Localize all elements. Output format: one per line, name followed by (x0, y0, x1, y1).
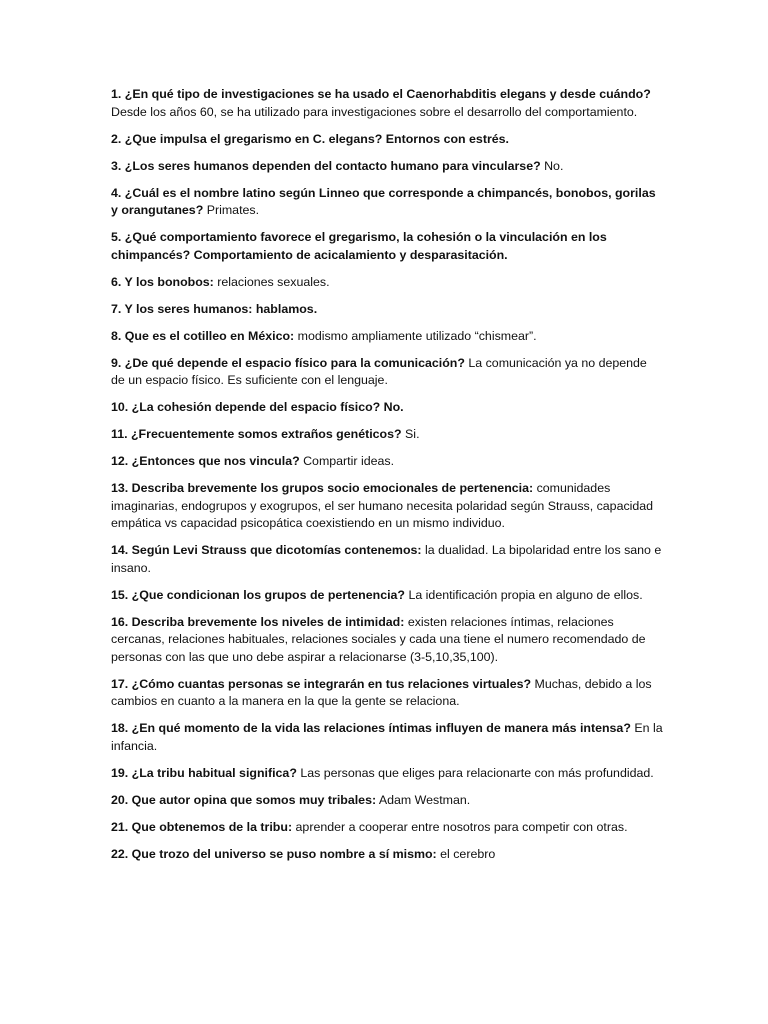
question-17-text: 17. ¿Cómo cuantas personas se integrarán en tus relaciones virtuales? (111, 676, 532, 691)
question-21-text: 21. Que obtenemos de la tribu: (111, 819, 293, 834)
answer-3-text: No. (544, 158, 564, 173)
document-page (111, 86, 663, 873)
question-22-text: 22. Que trozo del universo se puso nombre a sí mismo: (111, 846, 437, 861)
question-7-text: 7. Y los seres humanos: hablamos. (111, 301, 318, 316)
question-12-text: 12. ¿Entonces que nos vincula? (111, 454, 300, 468)
answer-16-text: existen relaciones íntimas, relaciones cercanas, relaciones habituales, relaciones sociales y cada una tiene el numero recomendado de personas con las que uno debe aspirar a relacionarse (3-5,10,35,100). (111, 614, 646, 664)
question-6-text: 6. Y los bonobos: (111, 274, 214, 289)
question-8 (111, 328, 663, 346)
answer-15-text: La identificación propia en alguno de ellos. (408, 587, 643, 602)
question-6 (111, 274, 663, 292)
question-8-text: 8. Que es el cotilleo en México: (111, 328, 295, 343)
question-4 (111, 185, 663, 220)
question-2-text: 2. ¿Que impulsa el gregarismo en C. elegans? Entornos con estrés. (111, 131, 509, 146)
question-16-text: 16. Describa brevemente los niveles de intimidad: (111, 614, 405, 629)
question-5-text: 5. ¿Qué comportamiento favorece el gregarismo, la cohesión o la vinculación en los chimpancés? Comportamiento de acicalamiento y desparasitación. (111, 230, 607, 262)
question-21 (111, 819, 663, 837)
answer-18-text: En la infancia. (111, 721, 663, 753)
question-9 (111, 355, 663, 390)
question-22 (111, 846, 663, 864)
question-18-text: 18. ¿En qué momento de la vida las relaciones íntimas influyen de manera más intensa? (111, 721, 631, 735)
question-14-text: 14. Según Levi Strauss que dicotomías contenemos: (111, 543, 422, 557)
answer-19-text: Las personas que eliges para relacionarte con más profundidad. (300, 765, 654, 780)
question-1-text: 1. ¿En qué tipo de investigaciones se ha usado el Caenorhabditis elegans y desde cuándo? (111, 87, 651, 101)
question-19 (111, 765, 663, 783)
answer-20-text: Adam Westman. (378, 792, 471, 807)
answer-6-text: relaciones sexuales. (217, 274, 330, 289)
question-9-text: 9. ¿De qué depende el espacio físico para la comunicación? (111, 355, 465, 370)
question-5 (111, 229, 663, 264)
question-1 (111, 86, 663, 121)
answer-12-text: Compartir ideas. (303, 454, 395, 468)
question-10-text: 10. ¿La cohesión depende del espacio físico? No. (111, 400, 404, 414)
answer-22-text: el cerebro (440, 846, 496, 861)
question-4-text: 4. ¿Cuál es el nombre latino según Linneo que corresponde a chimpancés, bonobos, gorilas y orangutanes? (111, 185, 656, 217)
answer-14-text: la dualidad. La bipolaridad entre los sano e insano. (111, 543, 662, 575)
question-20-text: 20. Que autor opina que somos muy tribales: (111, 792, 377, 807)
answer-13-text: comunidades imaginarias, endogrupos y exogrupos, el ser humano necesita polaridad según Strauss, capacidad empática vs capacidad psicopática coexistiendo en un mismo individuo. (111, 481, 654, 530)
question-12 (111, 453, 663, 471)
answer-17-text: Muchas, debido a los cambios en cuanto a la manera en la que la gente se relaciona. (111, 676, 652, 708)
answer-11-text: Si. (405, 427, 420, 441)
question-15-text: 15. ¿Que condicionan los grupos de pertenencia? (111, 587, 405, 602)
question-7 (111, 301, 663, 319)
question-18 (111, 720, 663, 755)
question-15 (111, 587, 663, 605)
question-19-text: 19. ¿La tribu habitual significa? (111, 765, 297, 780)
question-2 (111, 131, 663, 149)
answer-1-text: Desde los años 60, se ha utilizado para investigaciones sobre el desarrollo del comportamiento. (111, 104, 638, 119)
question-20 (111, 792, 663, 810)
answer-21-text: aprender a cooperar entre nosotros para competir con otras. (295, 819, 628, 834)
question-11 (111, 426, 663, 444)
question-10 (111, 399, 663, 417)
question-13-text: 13. Describa brevemente los grupos socio emocionales de pertenencia: (111, 481, 534, 495)
question-14 (111, 542, 663, 577)
answer-4-text: Primates. (206, 203, 260, 217)
question-13 (111, 480, 663, 533)
question-17 (111, 676, 663, 711)
question-3-text: 3. ¿Los seres humanos dependen del contacto humano para vincularse? (111, 158, 541, 173)
question-11-text: 11. ¿Frecuentemente somos extraños genéticos? (111, 427, 402, 441)
answer-9-text: La comunicación ya no depende de un espacio físico. Es suficiente con el lenguaje. (111, 355, 647, 387)
question-3 (111, 158, 663, 176)
answer-8-text: modismo ampliamente utilizado “chismear”. (297, 328, 537, 343)
question-16 (111, 614, 663, 667)
